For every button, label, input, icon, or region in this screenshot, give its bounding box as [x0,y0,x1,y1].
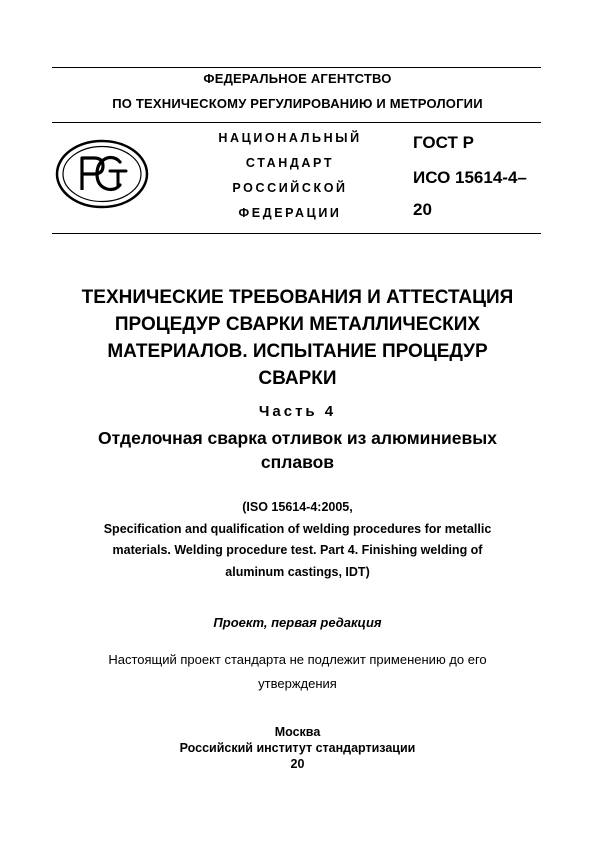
gost-r-certification-logo [54,138,150,210]
agency-line-1: ФЕДЕРАЛЬНОЕ АГЕНТСТВО [203,71,392,86]
subtitle-line-1: Отделочная сварка отливок из алюминиевых [98,428,497,448]
notice-line-2: утверждения [258,676,337,691]
national-line-4: ФЕДЕРАЦИИ [238,206,342,220]
document-title [0,284,595,392]
notice-line-1: Настоящий проект стандарта не подлежит применению до его [108,652,487,667]
iso-line-4: aluminum castings, IDT) [225,564,370,579]
document-subtitle [0,426,595,474]
gost-line-2: ИСО 15614-4– [413,168,527,187]
national-line-3: РОССИЙСКОЙ [232,181,348,195]
top-rule [52,67,541,68]
part-label: Часть 4 [258,403,337,420]
title-line-2: ПРОЦЕДУР СВАРКИ МЕТАЛЛИЧЕСКИХ [114,314,481,335]
imprint-publisher: Российский институт стандартизации [179,741,416,755]
gost-line-3: 20 [413,200,432,219]
iso-line-1: (ISO 15614-4:2005, [242,500,353,514]
subtitle-line-2: сплавов [260,452,335,472]
iso-line-2: Specification and qualification of welding procedures for metallic [103,521,492,536]
iso-line-3: materials. Welding procedure test. Part 4. Finishing welding of [112,543,483,557]
draft-label: Проект, первая редакция [213,615,382,630]
national-line-2: СТАНДАРТ [245,156,335,170]
standard-block-rule [52,233,541,234]
agency-line-2: ПО ТЕХНИЧЕСКОМУ РЕГУЛИРОВАНИЮ И МЕТРОЛОГИИ [112,96,483,111]
header-rule [52,122,541,123]
national-line-1: НАЦИОНАЛЬНЫЙ [218,131,362,145]
imprint [0,724,595,772]
title-line-4: СВАРКИ [258,368,337,389]
logo-svg [54,138,150,210]
title-line-1: ТЕХНИЧЕСКИЕ ТРЕБОВАНИЯ И АТТЕСТАЦИЯ [81,287,514,308]
imprint-year: 20 [290,757,305,771]
imprint-city: Москва [274,725,321,739]
gost-line-1: ГОСТ Р [413,133,474,152]
iso-reference [0,497,595,583]
title-line-3: МАТЕРИАЛОВ. ИСПЫТАНИЕ ПРОЦЕДУР [107,341,488,362]
notice [0,648,595,696]
